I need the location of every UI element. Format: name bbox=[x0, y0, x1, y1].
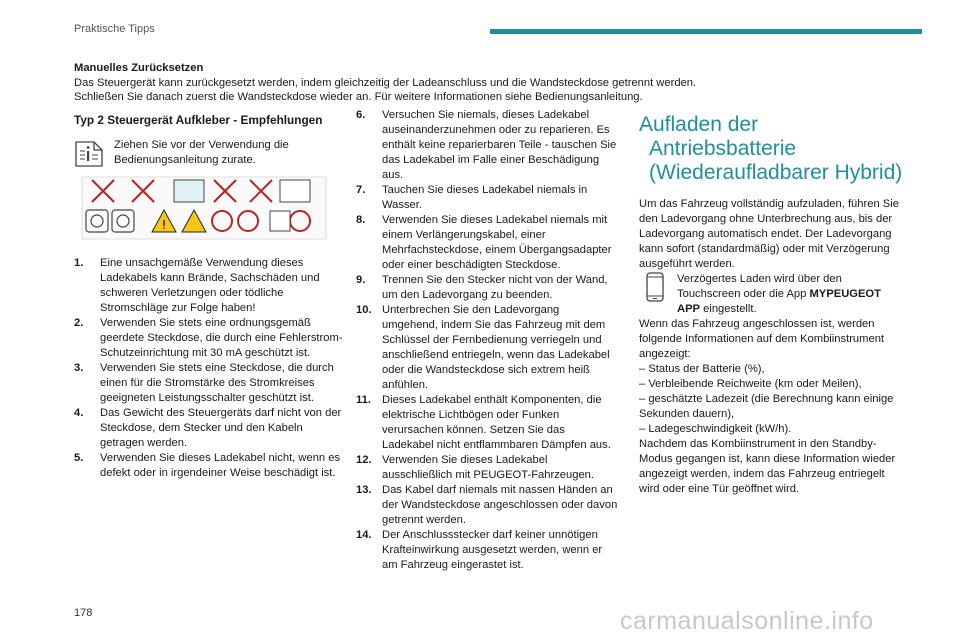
warning-label-graphic bbox=[74, 176, 336, 240]
list-item: 8. Verwenden Sie dieses Ladekabel niemals mit einem Verlängerungskabel, einer Mehrfachsteckdose, einem Übergangsadapter oder einer beschädigten Steckdose. bbox=[356, 214, 612, 271]
section-title-line-2: Antriebsbatterie bbox=[649, 137, 797, 160]
warning-label-image bbox=[74, 176, 336, 240]
smartphone-icon bbox=[639, 272, 671, 302]
delayed-note-text: Verzögertes Laden wird über den Touchscreen oder die App bbox=[677, 273, 842, 300]
column-2 bbox=[356, 108, 618, 573]
delayed-note-end: eingestellt. bbox=[700, 303, 757, 315]
recommendation-list-1 bbox=[74, 256, 344, 481]
info-bullet: – Status der Batterie (%), bbox=[639, 363, 765, 375]
list-item: 2. Verwenden Sie stets eine ordnungsgemäß geerdete Steckdose, die durch eine Fehlerstrom-Schutzeinrichtung mit 30 mA geschützt ist. bbox=[74, 317, 343, 359]
section-title bbox=[639, 113, 905, 185]
list-item: 4. Das Gewicht des Steuergeräts darf nicht von der Steckdose, dem Stecker und den Kabeln getragen werden. bbox=[74, 407, 342, 449]
intro-title: Manuelles Zurücksetzen bbox=[74, 62, 204, 74]
instrument-info-paragraph: Wenn das Fahrzeug angeschlossen ist, werden folgende Informationen auf dem Kombiinstrument angezeigt: bbox=[639, 318, 885, 360]
list-item: 1. Eine unsachgemäße Verwendung dieses Ladekabels kann Brände, Sachschäden und schweren Verletzungen oder tödliche Stromschläge zur Folge haben! bbox=[74, 257, 320, 314]
manual-note bbox=[74, 138, 344, 170]
running-header: Praktische Tipps bbox=[74, 23, 155, 35]
column-1 bbox=[74, 113, 344, 481]
intro-line-1: Das Steuergerät kann zurückgesetzt werden, indem gleichzeitig der Ladeanschluss und die Wandsteckdose getrennt werden. bbox=[74, 76, 697, 89]
header-accent-bar bbox=[490, 29, 922, 34]
column-3 bbox=[639, 113, 905, 497]
charging-intro-paragraph: Um das Fahrzeug vollständig aufzuladen, führen Sie den Ladevorgang ohne Unterbrechung aus, bis der Ladevorgang automatisch endet. Der Ladevorgang kann sofort (standardmäßig) oder mit Verzögerung ausgeführt werden. bbox=[639, 198, 899, 270]
list-item: 3. Verwenden Sie stets eine Steckdose, die durch einen für die Stromstärke des Stromkreises geeigneten Leistungsschalter geschützt ist. bbox=[74, 362, 334, 404]
intro-line-2: Schließen Sie danach zuerst die Wandsteckdose wieder an. Für weitere Informationen siehe Bedienungsanleitung. bbox=[74, 91, 643, 103]
list-item: 13. Das Kabel darf niemals mit nassen Händen an der Wandsteckdose angeschlossen oder davon getrennt werden. bbox=[356, 484, 618, 526]
list-item: 14. Der Anschlussstecker darf keiner unnötigen Krafteinwirkung ausgesetzt werden, wenn er am Fahrzeug eingerastet ist. bbox=[356, 529, 603, 571]
list-item: 10. Unterbrechen Sie den Ladevorgang umgehend, indem Sie das Fahrzeug mit dem Schlüssel der Fernbedienung verriegeln und anschließend entriegeln, wenn das Ladekabel oder die Wandsteckdose sich extrem heiß anfühlen. bbox=[356, 304, 610, 391]
info-bullet: – geschätzte Ladezeit (die Berechnung kann einige Sekunden dauern), bbox=[639, 393, 894, 420]
manual-info-icon bbox=[74, 138, 106, 168]
info-bullet: – Verbleibende Reichweite (km oder Meilen), bbox=[639, 378, 862, 390]
section-title-line-1: Aufladen der bbox=[639, 113, 759, 136]
section-title-line-3: (Wiederaufladbarer Hybrid) bbox=[649, 161, 903, 184]
list-item: 9. Trennen Sie den Stecker nicht von der Wand, um den Ladevorgang zu beenden. bbox=[356, 274, 608, 301]
info-bullet: – Ladegeschwindigkeit (kW/h). bbox=[639, 423, 792, 435]
list-item: 7. Tauchen Sie dieses Ladekabel niemals in Wasser. bbox=[356, 184, 588, 211]
intro-block bbox=[74, 61, 914, 105]
watermark: carmanualsonline.info bbox=[620, 607, 874, 635]
page-number: 178 bbox=[74, 607, 93, 619]
app-name: MYPEUGEOT APP bbox=[677, 288, 881, 315]
svg-text:!: ! bbox=[161, 218, 167, 232]
list-item: 6. Versuchen Sie niemals, dieses Ladekabel auseinanderzunehmen oder zu reparieren. Es enthält keine reparierbaren Teile - tauschen Sie das Ladekabel im Falle einer Beschädigung aus. bbox=[356, 109, 617, 181]
list-item: 5. Verwenden Sie dieses Ladekabel nicht, wenn es defekt oder in irgendeiner Weise beschädigt ist. bbox=[74, 452, 341, 479]
list-item: 11. Dieses Ladekabel enthält Komponenten, die elektrische Lichtbögen oder Funken verursachen können. Setzen Sie das Ladekabel nicht entflammbaren Dämpfen aus. bbox=[356, 394, 611, 451]
label-section-heading: Typ 2 Steuergerät Aufkleber - Empfehlungen bbox=[74, 113, 323, 127]
list-item: 12. Verwenden Sie dieses Ladekabel ausschließlich mit PEUGEOT-Fahrzeugen. bbox=[356, 454, 595, 481]
standby-paragraph: Nachdem das Kombiinstrument in den Standby-Modus gegangen ist, kann diese Information wieder angezeigt werden, indem das Fahrzeug entriegelt wird oder eine Tür geöffnet wird. bbox=[639, 438, 896, 495]
delayed-charging-note bbox=[639, 272, 905, 317]
recommendation-list-2 bbox=[356, 108, 618, 573]
manual-note-text: Ziehen Sie vor der Verwendung die Bedienungsanleitung zurate. bbox=[114, 139, 289, 166]
